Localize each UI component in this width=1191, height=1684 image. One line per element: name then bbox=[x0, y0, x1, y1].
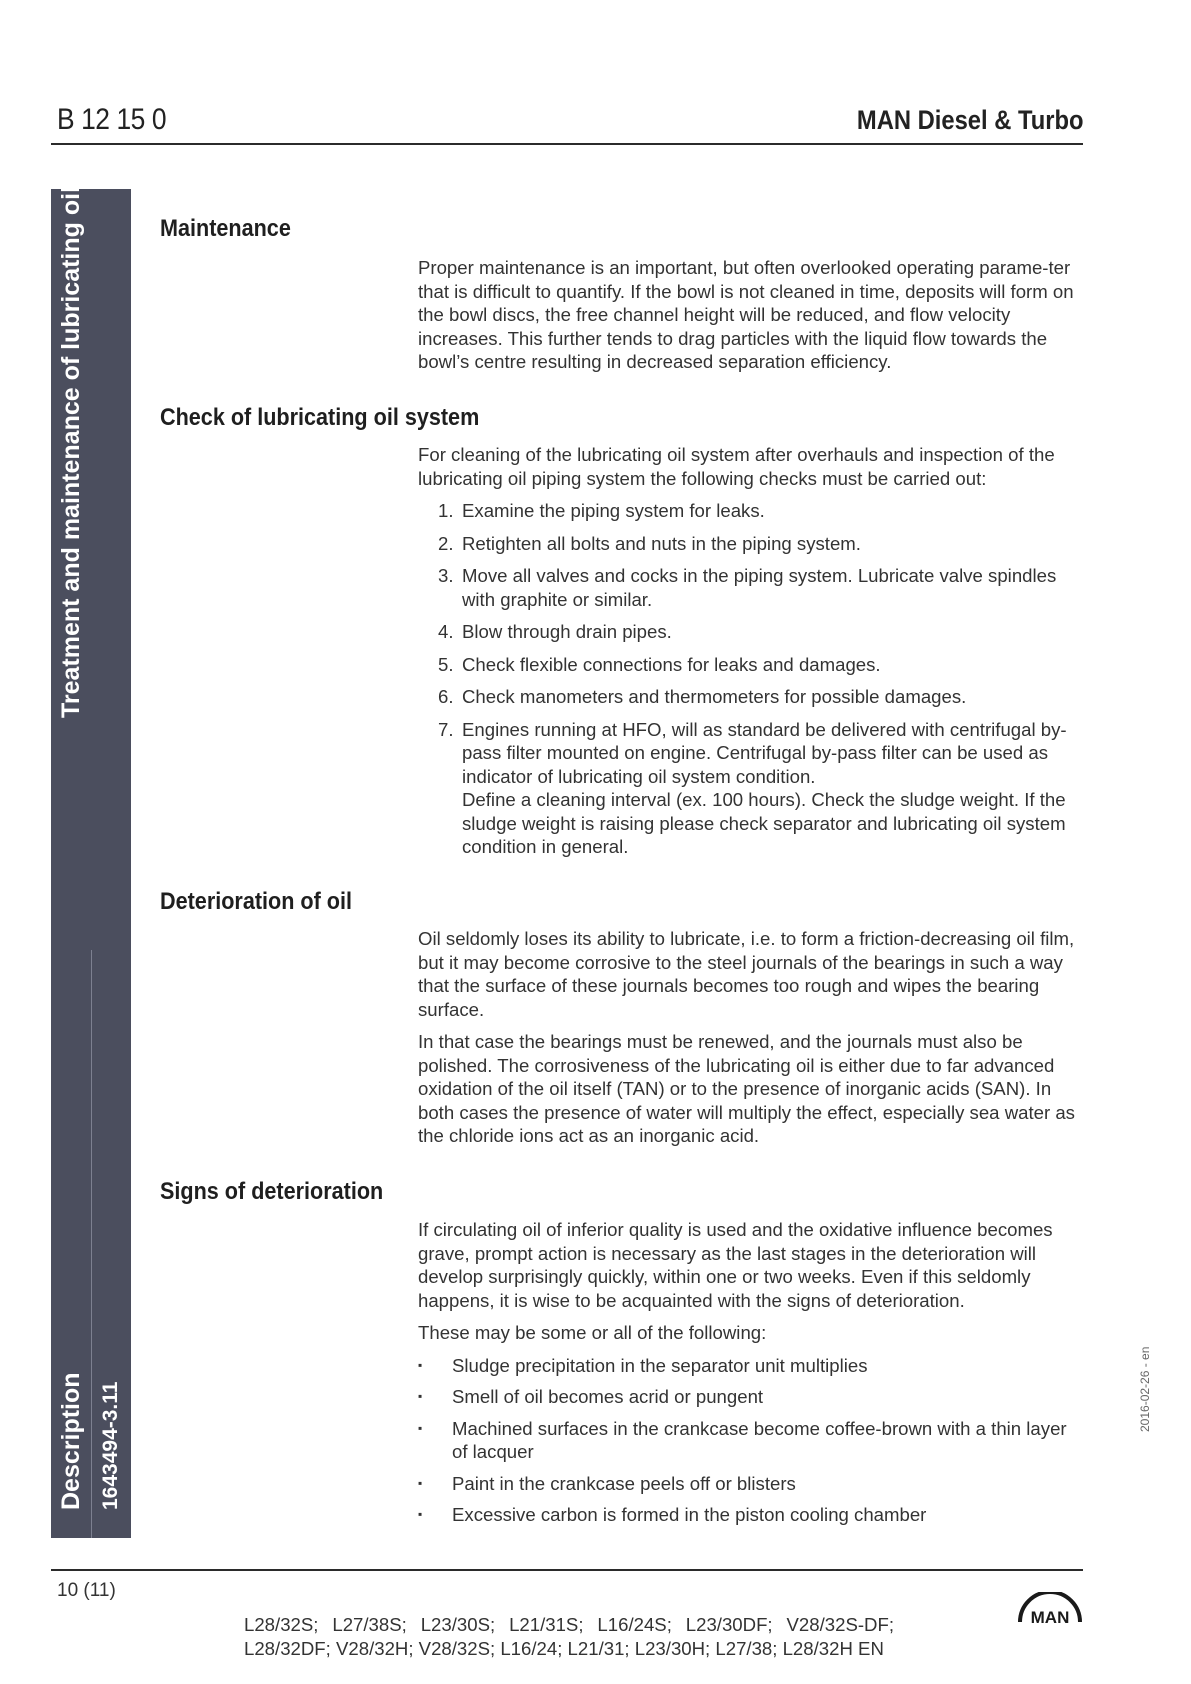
paragraph: Proper maintenance is an important, but often overlooked operating parame-ter that is difficult to quantify. If the bowl is not cleaned in time, deposits will form on the bowl discs, the free channel height will be reduced, and flow velocity increases. This further tends to drag particles with the liquid flow towards the bowl’s centre resulting in decreased separation efficiency. bbox=[418, 257, 1074, 372]
sidebar-category: Description bbox=[57, 1372, 85, 1510]
step-text: Check flexible connections for leaks and damages. bbox=[462, 653, 881, 675]
step-number: 6. bbox=[438, 686, 454, 707]
page-number: 10 (11) bbox=[57, 1580, 116, 1601]
section-body-signs bbox=[418, 1218, 1086, 1535]
check-step bbox=[418, 718, 1086, 859]
check-step bbox=[418, 564, 1086, 611]
paragraph: For cleaning of the lubricating oil system after overhauls and inspection of the lubricating oil piping system the following checks must be carried out: bbox=[418, 444, 1055, 489]
date-stamp: 2016-02-26 - en bbox=[1138, 1346, 1152, 1432]
section-title-check: Check of lubricating oil system bbox=[160, 404, 480, 431]
man-logo bbox=[1016, 1592, 1084, 1633]
section-title-signs: Signs of deterioration bbox=[160, 1178, 384, 1205]
step-text: Check manometers and thermometers for possible damages. bbox=[462, 686, 967, 707]
logo-text: MAN bbox=[1030, 1608, 1070, 1627]
step-text: Examine the piping system for leaks. bbox=[462, 500, 765, 521]
step-text: Move all valves and cocks in the piping system. Lubricate valve spindles with graphite or similar. bbox=[462, 565, 1057, 610]
signs-list bbox=[418, 1354, 1086, 1527]
sign-item: ▪ Machined surfaces in the crankcase become coffee-brown with a thin layer of lacquer bbox=[418, 1417, 1086, 1464]
section-title-deterioration: Deterioration of oil bbox=[160, 888, 353, 915]
paragraph: In that case the bearings must be renewed, and the journals must also be polished. The corrosiveness of the lubricating oil is either due to far advanced oxidation of the oil itself (TAN) or to the presence of inorganic acids (SAN). In both cases the presence of water will multiply the effect, especially sea water as the chloride ions act as an inorganic acid. bbox=[418, 1031, 1075, 1146]
engine-list: L28/32S; L27/38S; L23/30S; L21/31S; L16/24S; L23/30DF; V28/32S-DF; L28/32DF; V28/32H; V28/32S; L16/24; L21/31; L23/30H; L27/38; L28/32H EN bbox=[244, 1614, 894, 1659]
check-step bbox=[418, 653, 1086, 677]
step-number: 1. bbox=[438, 500, 454, 521]
step-text: Engines running at HFO, will as standard be delivered with centrifugal by-pass filter mounted on engine. Centrifugal by-pass filter can be used as indicator of lubricating oil system condition. bbox=[462, 718, 1067, 787]
sidebar-title: Treatment and maintenance of lubricating oil bbox=[57, 185, 85, 718]
man-logo-icon bbox=[1016, 1592, 1084, 1628]
sidebar-doc-number: 1643494-3.11 bbox=[99, 1381, 122, 1510]
step-number: 3. bbox=[438, 565, 454, 586]
sign-item: ▪ Sludge precipitation in the separator unit multiplies bbox=[418, 1354, 1086, 1378]
paragraph: If circulating oil of inferior quality is used and the oxidative influence becomes grave, prompt action is necessary as the last stages in the deterioration will develop surprisingly quickly, within one or two weeks. Even if this seldomly happens, it is wise to be acquainted with the signs of deterioration. bbox=[418, 1219, 1053, 1311]
sign-item: ▪ Smell of oil becomes acrid or pungent bbox=[418, 1385, 1086, 1409]
step-number: 4. bbox=[438, 621, 454, 642]
step-number: 7. bbox=[438, 718, 454, 740]
paragraph: Oil seldomly loses its ability to lubricate, i.e. to form a friction-decreasing oil film, but it may become corrosive to the steel journals of the bearings in such a way that the surface of these journals becomes too rough and wipes the bearing surface. bbox=[418, 928, 1075, 1020]
check-step bbox=[418, 685, 1086, 709]
sign-item: ▪ Paint in the crankcase peels off or blisters bbox=[418, 1472, 1086, 1496]
section-body-deterioration bbox=[418, 927, 1086, 1157]
step-text: Retighten all bolts and nuts in the piping system. bbox=[462, 532, 861, 554]
check-step bbox=[418, 620, 1086, 644]
step-number: 2. bbox=[438, 532, 454, 554]
step-number: 5. bbox=[438, 653, 454, 675]
paragraph: These may be some or all of the following: bbox=[418, 1322, 767, 1343]
check-step bbox=[418, 499, 1086, 523]
sign-item: ▪ Excessive carbon is formed in the piston cooling chamber bbox=[418, 1503, 1086, 1527]
step-text: Define a cleaning interval (ex. 100 hours). Check the sludge weight. If the sludge weight is raising please check separator and lubricating oil system condition in general. bbox=[462, 789, 1066, 857]
side-band-divider bbox=[91, 950, 92, 1538]
checks-list bbox=[418, 499, 1086, 859]
step-text: Blow through drain pipes. bbox=[462, 621, 672, 642]
check-step bbox=[418, 532, 1086, 556]
brand-name: MAN Diesel & Turbo bbox=[857, 105, 1084, 135]
document-code: B 12 15 0 bbox=[57, 103, 167, 136]
section-body-maintenance bbox=[418, 256, 1086, 383]
section-title-maintenance: Maintenance bbox=[160, 215, 291, 242]
footer-rule bbox=[51, 1569, 1083, 1571]
header-rule bbox=[51, 143, 1083, 145]
section-body-check bbox=[418, 443, 1086, 868]
side-band-upper bbox=[91, 189, 131, 950]
